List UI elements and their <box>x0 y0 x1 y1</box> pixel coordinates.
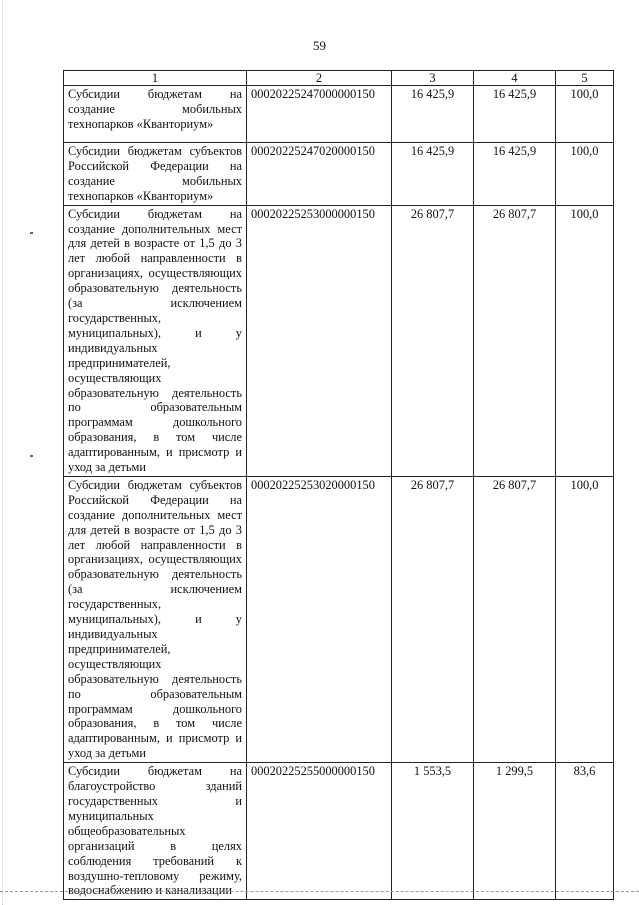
row-code: 00020225255000000150 <box>247 763 392 900</box>
column-header-1: 1 <box>64 71 247 86</box>
row-value-planned: 26 807,7 <box>392 205 474 476</box>
page-number: 59 <box>313 38 326 53</box>
column-header-4: 4 <box>474 71 556 86</box>
column-header-5: 5 <box>556 71 614 86</box>
scan-bottom-edge <box>0 891 639 892</box>
row-code: 00020225253020000150 <box>247 476 392 762</box>
row-code: 00020225247000000150 <box>247 86 392 143</box>
row-percent: 100,0 <box>556 476 614 762</box>
row-percent: 100,0 <box>556 205 614 476</box>
row-name: Субсидии бюджетам на благоустройство зданий государственных и муниципальных общеобразовательных организаций в целях соблюдения требований к воздушно-тепловому режиму, водоснабжению и канализации <box>64 763 247 900</box>
table-header-row <box>64 71 614 86</box>
row-value-planned: 16 425,9 <box>392 143 474 206</box>
scan-edge-dotted-line <box>2 0 3 905</box>
row-name: Субсидии бюджетам на создание мобильных технопарков «Кванториум» <box>64 86 247 143</box>
row-code: 00020225247020000150 <box>247 143 392 206</box>
row-code: 00020225253000000150 <box>247 205 392 476</box>
row-value-actual: 16 425,9 <box>474 86 556 143</box>
row-name: Субсидии бюджетам субъектов Российской Федерации на создание дополнительных мест для детей в возрасте от 1,5 до 3 лет любой направленности в организациях, осуществляющих образовательную деятельность (за исключением государственных, муниципальных), и у индивидуальных предпринимателей, осуществляющих образовательную деятельность по образовательным программам дошкольного образования, в том числе адаптированным, и присмотр и уход за детьми <box>64 476 247 762</box>
row-percent: 100,0 <box>556 143 614 206</box>
subsidies-table <box>63 70 614 900</box>
row-value-planned: 1 553,5 <box>392 763 474 900</box>
table-row <box>64 143 614 206</box>
row-value-actual: 26 807,7 <box>474 205 556 476</box>
row-value-actual: 1 299,5 <box>474 763 556 900</box>
row-value-actual: 26 807,7 <box>474 476 556 762</box>
row-percent: 100,0 <box>556 86 614 143</box>
table-row <box>64 205 614 476</box>
row-name: Субсидии бюджетам субъектов Российской Федерации на создание мобильных технопарков «Кванториум» <box>64 143 247 206</box>
table-row <box>64 476 614 762</box>
scan-speck <box>30 232 33 234</box>
row-value-actual: 16 425,9 <box>474 143 556 206</box>
column-header-3: 3 <box>392 71 474 86</box>
row-value-planned: 16 425,9 <box>392 86 474 143</box>
table-row <box>64 86 614 143</box>
table-row <box>64 763 614 900</box>
row-value-planned: 26 807,7 <box>392 476 474 762</box>
row-percent: 83,6 <box>556 763 614 900</box>
row-name: Субсидии бюджетам на создание дополнительных мест для детей в возрасте от 1,5 до 3 лет любой направленности в организациях, осуществляющих образовательную деятельность (за исключением государственных, муниципальных), и у индивидуальных предпринимателей, осуществляющих образовательную деятельность по образовательным программам дошкольного образования, в том числе адаптированным, и присмотр и уход за детьми <box>64 205 247 476</box>
scan-speck <box>30 455 33 457</box>
column-header-2: 2 <box>247 71 392 86</box>
